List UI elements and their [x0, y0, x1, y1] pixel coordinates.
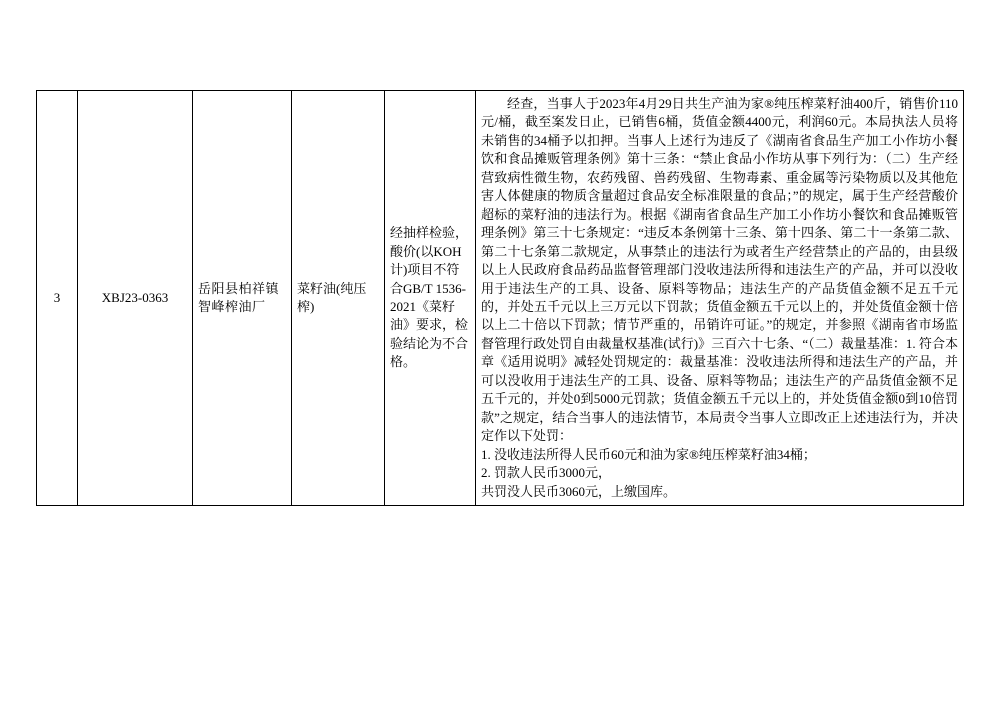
- case-record-table: [36, 90, 964, 506]
- table-row: [37, 91, 964, 506]
- decision-paragraph-2: 1. 没收违法所得人民币60元和油为家®纯压榨菜籽油34桶；: [481, 446, 816, 462]
- penalty-decision-text: [481, 95, 958, 501]
- product-cell: 菜籽油(纯压榨): [292, 91, 385, 506]
- table-body: [37, 91, 964, 506]
- decision-paragraph-1: 经查，当事人于2023年4月29日共生产油为家®纯压榨菜籽油400斤，销售价110元/桶，截至案发日止，已销售6桶，货值金额4400元，利润60元。本局执法人员将未销售的34桶予以扣押。当事人上述行为违反了《湖南省食品生产加工小作坊小餐饮和食品摊贩管理条例》第十三条：“禁止食品小作坊从事下列行为：（二）生产经营致病性微生物，农药残留、兽药残留、生物毒素、重金属等污染物质以及其他危害人体健康的物质含量超过食品安全标准限量的食品；”的规定，属于生产经营酸价超标的菜籽油的违法行为。根据《湖南省食品生产加工小作坊小餐饮和食品摊贩管理条例》第三十七条规定：“违反本条例第十三条、第十四条、第二十一条第二款、第二十七条第二款规定，从事禁止的违法行为或者生产经营禁止的产品的，由县级以上人民政府食品药品监督管理部门没收违法所得和违法生产的产品，并可以没收用于违法生产的工具、设备、原料等物品；违法生产的产品货值金额不足五千元的，并处五千元以上三万元以下罚款；货值金额五千元以上的，并处货值金额十倍以上二十倍以下罚款；情节严重的，吊销许可证。”的规定，并参照《湖南省市场监督管理行政处罚自由裁量权基准(试行)》三百六十七条、“（二）裁量基准：1. 符合本章《适用说明》减轻处罚规定的：裁量基准：没收违法所得和违法生产的产品，并可以没收用于违法生产的工具、设备、原料等物品；违法生产的产品货值金额不足五千元的，并处0到5000元罚款；货值金额五千元以上的，并处货值金额0到10倍罚款”之规定，结合当事人的违法情节，本局责令当事人立即改正上述违法行为，并决定作以下处罚：: [481, 96, 958, 444]
- inspection-result-cell: 经抽样检验，酸价(以KOH 计)项目不符合GB/T 1536-2021《菜籽油》要求，检验结论为不合格。: [385, 91, 476, 506]
- party-name-cell: 岳阳县柏祥镇智峰榨油厂: [193, 91, 292, 506]
- decision-paragraph-4: 共罚没人民币3060元，上缴国库。: [481, 483, 677, 499]
- decision-paragraph-3: 2. 罚款人民币3000元，: [481, 465, 612, 481]
- penalty-decision-cell: [476, 91, 964, 506]
- case-code-cell: XBJ23-0363: [78, 91, 193, 506]
- row-index-cell: 3: [37, 91, 78, 506]
